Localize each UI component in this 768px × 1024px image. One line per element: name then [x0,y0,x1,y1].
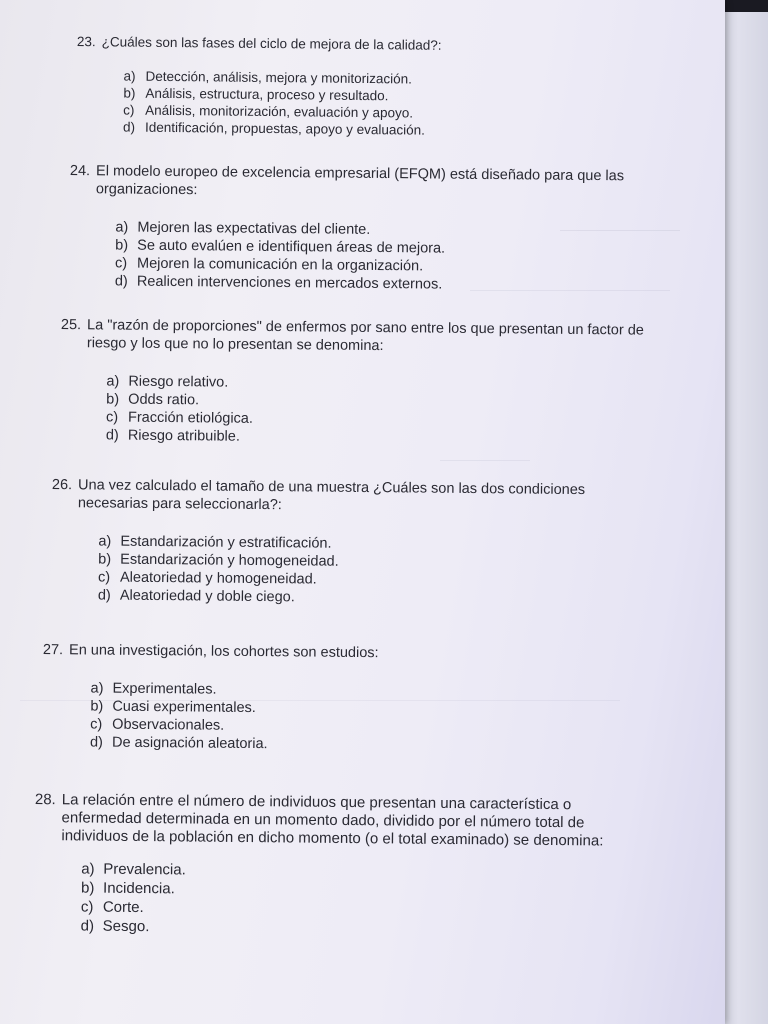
option-letter: c) [114,255,128,272]
option-text: Odds ratio. [128,391,200,409]
question-25 [60,316,667,450]
option-list [90,679,463,755]
option-letter: a) [115,219,129,236]
option-list [98,532,642,609]
option-letter: c) [80,898,94,916]
option-text: Mejoren la comunicación en la organización. [136,255,424,275]
question-text: En una investigación, los cohortes son estudios: [69,642,379,662]
option-text: Cuasi experimentales. [112,698,256,717]
option-text: Fracción etiológica. [127,409,254,427]
question-number: 23. [76,33,96,50]
option-text: Realicen intervenciones en mercados externos. [136,273,443,293]
question-text: El modelo europeo de excelencia empresarial (EFQM) está diseñado para que las organizaciones: [95,163,625,199]
question-stem [61,316,667,358]
option-text: Estandarización y homogeneidad. [120,551,339,570]
option-d [90,733,462,755]
question-text: La "razón de proporciones" de enfermos por sano entre los que presentan un factor de riesgo y los que no lo presentan se denomina: [86,317,644,355]
option-letter: a) [123,68,136,84]
question-text: La relación entre el número de individuos que presentan una característica o enfermedad determinada en un momento dado, dividido por el número total de individuos de la población en dicho momento (o el total examinado) se denomina: [61,791,604,850]
question-stem [43,641,463,663]
option-letter: a) [106,373,120,390]
option-text: Aleatoriedad y doble ciego. [119,587,295,606]
option-letter: d) [89,734,104,751]
option-text: Análisis, estructura, proceso y resultado. [145,85,389,104]
option-text: Riesgo atribuible. [127,427,240,445]
option-letter: b) [106,391,120,408]
next-page-edge [718,12,768,1024]
option-letter: b) [115,237,129,254]
option-text: Aleatoriedad y homogeneidad. [119,569,317,588]
question-stem [70,162,658,204]
question-stem [52,476,642,518]
option-letter: d) [114,273,128,290]
option-text: Observacionales. [112,716,225,734]
option-letter: b) [80,879,95,897]
question-stem [77,33,637,57]
option-text: Sesgo. [102,917,150,936]
option-list [106,372,667,449]
option-letter: c) [97,569,111,586]
option-list [115,218,658,295]
question-number: 26. [51,476,73,494]
option-d [115,272,657,295]
question-26 [51,476,642,610]
option-letter: b) [98,551,112,568]
option-text: Se auto evalúen e identifiquen áreas de mejora. [137,237,446,257]
option-letter: d) [80,917,95,935]
option-letter: a) [98,533,112,550]
option-text: Incidencia. [102,879,175,898]
question-stem [34,791,654,851]
question-23 [76,33,637,141]
question-27 [42,641,463,755]
question-text: ¿Cuáles son las fases del ciclo de mejora de la calidad?: [101,34,442,53]
question-24 [69,162,658,296]
option-letter: c) [105,409,119,426]
option-text: Detección, análisis, mejora y monitorización. [145,68,412,87]
option-letter: a) [90,680,104,697]
question-number: 24. [69,162,91,180]
option-letter: d) [97,587,111,604]
option-list [123,67,637,140]
option-text: Análisis, monitorización, evaluación y apoyo. [145,102,414,121]
bleed-through [440,460,530,471]
question-number: 25. [60,316,82,334]
option-text: Riesgo relativo. [128,373,229,391]
question-text: Una vez calculado el tamaño de una muestra ¿Cuáles son las dos condiciones necesarias para seleccionarla?: [77,477,586,514]
option-letter: b) [123,85,136,101]
option-letter: d) [122,119,136,135]
option-text: Estandarización y estratificación. [120,533,332,552]
option-text: Corte. [102,898,144,917]
option-letter: c) [90,716,103,733]
question-number: 27. [42,641,64,659]
option-d [98,586,641,609]
option-text: Experimentales. [112,680,217,698]
option-text: Mejoren las expectativas del cliente. [137,219,371,238]
option-letter: d) [105,427,119,444]
option-list [81,859,655,940]
question-number: 28. [34,791,56,809]
option-letter: b) [90,698,104,715]
option-text: Identificación, propuestas, apoyo y evaluación. [144,119,426,138]
question-28 [34,791,655,941]
option-letter: c) [123,102,135,118]
option-text: Prevalencia. [103,860,186,879]
option-text: De asignación aleatoria. [111,734,268,753]
option-letter: a) [81,860,95,878]
